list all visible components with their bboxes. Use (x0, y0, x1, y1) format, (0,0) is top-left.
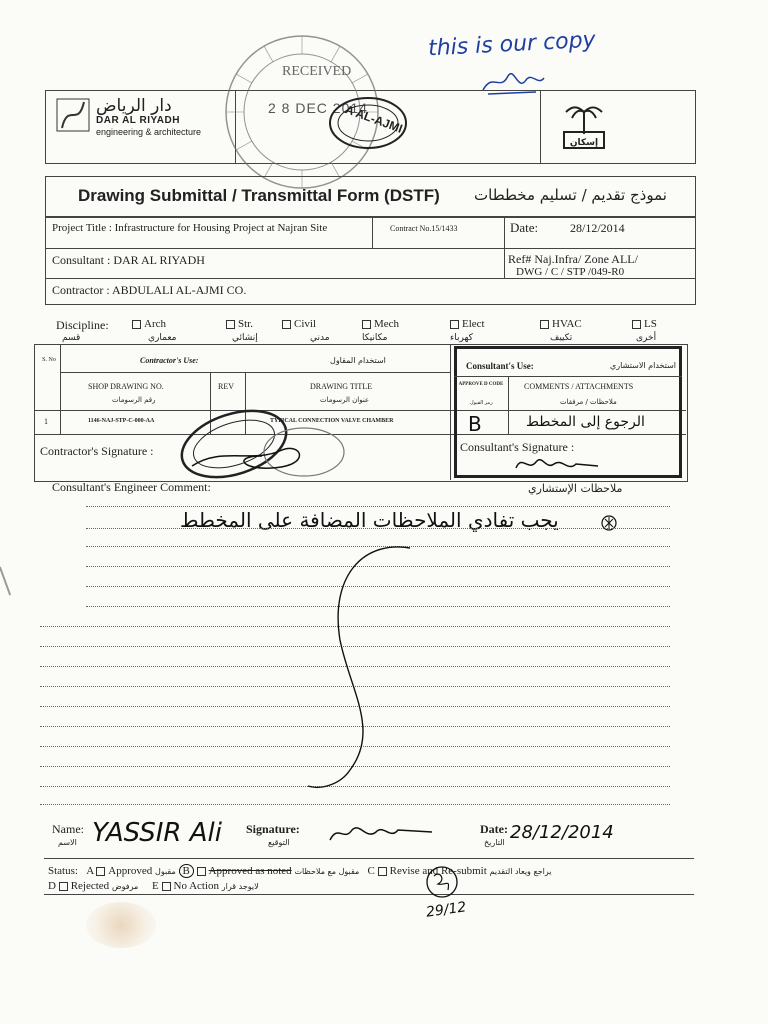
status-revise-ar: يراجع ويعاد التقديم (489, 867, 552, 876)
edge-mark (0, 567, 11, 596)
handwritten-initial-mark (424, 864, 460, 900)
stamp-date: 2 8 DEC 2014 (268, 100, 368, 116)
discipline-civil[interactable]: Civil (282, 318, 316, 330)
rev-header: REV (218, 382, 234, 391)
status-c-letter: C (367, 865, 375, 877)
discipline-ls[interactable]: LS (632, 318, 657, 330)
logo-arabic: دار الرياض (96, 96, 172, 116)
contractor-field: Contractor : ABDULALI AL-AJMI CO. (52, 283, 247, 297)
date-value: 28/12/2014 (570, 221, 625, 235)
discipline-elect[interactable]: Elect (450, 318, 485, 330)
status-no-action: No Action (173, 880, 220, 892)
discipline-hvac-ar: تكييف (550, 333, 573, 343)
dar-al-riyadh-logo-icon (56, 98, 90, 132)
checkbox-approved[interactable] (96, 867, 105, 876)
signature-label-ar: التوقيع (268, 838, 290, 847)
discipline-str[interactable]: Str. (226, 318, 253, 330)
consultant-use-header: Consultant's Use: (466, 361, 534, 371)
status-line-1 (48, 864, 552, 878)
status-a-letter: A (86, 865, 94, 877)
approve-code-header-ar: رمز القبول (470, 400, 493, 406)
row-number: 1 (44, 417, 48, 426)
engineer-comment-label: Consultant's Engineer Comment: (52, 480, 211, 494)
status-approved-noted: Approved as noted (208, 865, 292, 877)
status-approved: Approved (108, 865, 153, 877)
date-footer-label: Date: (480, 822, 508, 836)
project-title: Project Title : Infrastructure for Housing Project at Najran Site (52, 222, 328, 234)
consultant-use-header-ar: استخدام الاستشاري (610, 361, 677, 370)
status-approved-noted-ar: مقبول مع ملاحظات (294, 867, 360, 876)
checkbox[interactable] (540, 320, 549, 329)
contractor-stamp-signature (172, 406, 352, 490)
comments-header-ar: ملاحظات / مرفقات (560, 398, 617, 406)
status-d-letter: D (48, 880, 56, 892)
company-stamp-text: A AL-AJMI (343, 102, 405, 136)
status-no-action-ar: لايوجد قرار (221, 882, 259, 891)
shop-drawing-number: 1146-NAJ-STP-C-000-AA (88, 418, 155, 424)
drawing-title-header: DRAWING TITLE (310, 382, 373, 391)
approve-code-header: APPROVE D CODE (458, 382, 504, 387)
drawing-title-value: TYPICAL CONNECTION VALVE CHAMBER (270, 418, 394, 424)
bottom-date-handwritten: 29/12 (425, 899, 468, 921)
status-rejected-ar: مرفوض (111, 882, 139, 891)
date-handwritten: 28/12/2014 (510, 822, 614, 843)
discipline-ls-ar: أخرى (636, 333, 657, 343)
discipline-str-ar: إنشائي (232, 333, 258, 343)
reference-line-2: DWG / C / STP /049-R0 (516, 266, 625, 278)
stamp-received-text: RECEIVED (282, 64, 352, 79)
paper-stain (86, 902, 156, 948)
discipline-mech-ar: مكانيكا (362, 333, 388, 343)
contractor-use-header-ar: استخدام المقاول (330, 356, 386, 365)
right-logo-text: إسكان (569, 138, 599, 148)
checkbox[interactable] (282, 320, 291, 329)
checkbox[interactable] (450, 320, 459, 329)
checkbox[interactable] (132, 320, 141, 329)
form-title: Drawing Submittal / Transmittal Form (DSTF) (78, 186, 440, 205)
discipline-civil-ar: مدني (310, 333, 330, 343)
checkbox-revise[interactable] (378, 867, 387, 876)
status-label: Status: (48, 865, 78, 877)
approve-code-handwritten: B (468, 412, 482, 436)
shop-drawing-header: SHOP DRAWING NO. (88, 382, 164, 391)
handwritten-note: this is our copy (427, 27, 597, 62)
cancel-stroke (300, 540, 420, 800)
discipline-label: Discipline: (56, 318, 109, 332)
engineer-comment-handwritten: يجب تفادي الملاحظات المضافة على المخطط (180, 508, 559, 532)
logo-name: DAR AL RIYADH (96, 115, 180, 126)
discipline-label-arabic: قسم (62, 333, 81, 343)
checkbox-rejected[interactable] (59, 882, 68, 891)
checkbox[interactable] (226, 320, 235, 329)
discipline-arch[interactable]: Arch (132, 318, 166, 330)
consultant-signature-label: Consultant's Signature : (460, 440, 575, 454)
consultant-comment-arabic: الرجوع إلى المخطط (526, 414, 645, 430)
consultant-field: Consultant : DAR AL RIYADH (52, 253, 205, 267)
logo-subtitle: engineering & architecture (96, 127, 202, 137)
contractor-use-header: Contractor's Use: (140, 356, 199, 365)
name-label: Name: (52, 822, 84, 836)
status-revise: Revise and Re-submit (389, 865, 487, 877)
status-rejected: Rejected (70, 880, 110, 892)
asterisk-circle-icon (600, 514, 618, 532)
drawing-title-header-ar: عنوان الرسومات (320, 396, 370, 404)
reference-line-1: Ref# Naj.Infra/ Zone ALL/ (508, 252, 638, 266)
status-approved-ar: مقبول (155, 867, 176, 876)
shop-drawing-header-ar: رقم الرسومات (112, 396, 156, 404)
checkbox-no-action[interactable] (162, 882, 171, 891)
checkbox-approved-as-noted[interactable] (197, 867, 206, 876)
discipline-hvac[interactable]: HVAC (540, 318, 582, 330)
form-title-arabic: نموذج تقديم / تسليم مخططات (474, 186, 667, 204)
name-handwritten: YASSIR Ali (92, 818, 222, 848)
engineer-comment-label-ar: ملاحظات الإستشاري (528, 482, 623, 495)
discipline-mech[interactable]: Mech (362, 318, 399, 330)
discipline-arch-ar: معماري (148, 333, 177, 343)
status-line-2 (48, 880, 259, 892)
name-label-ar: الاسم (58, 838, 77, 847)
date-footer-label-ar: التاريخ (484, 838, 505, 847)
footer-signature (326, 818, 436, 848)
contractor-signature-label: Contractor's Signature : (40, 444, 154, 458)
comments-header: COMMENTS / ATTACHMENTS (524, 382, 634, 391)
signature-label: Signature: (246, 822, 300, 836)
serial-number-header: S. No (42, 357, 56, 363)
date-label: Date: (510, 220, 539, 235)
discipline-elect-ar: كهرباء (450, 333, 473, 343)
checkbox[interactable] (362, 320, 371, 329)
contract-number: Contract No.15/1433 (390, 224, 458, 233)
consultant-signature (512, 450, 602, 476)
status-b-letter: B (179, 864, 194, 878)
status-e-letter: E (152, 880, 159, 892)
checkbox[interactable] (632, 320, 641, 329)
